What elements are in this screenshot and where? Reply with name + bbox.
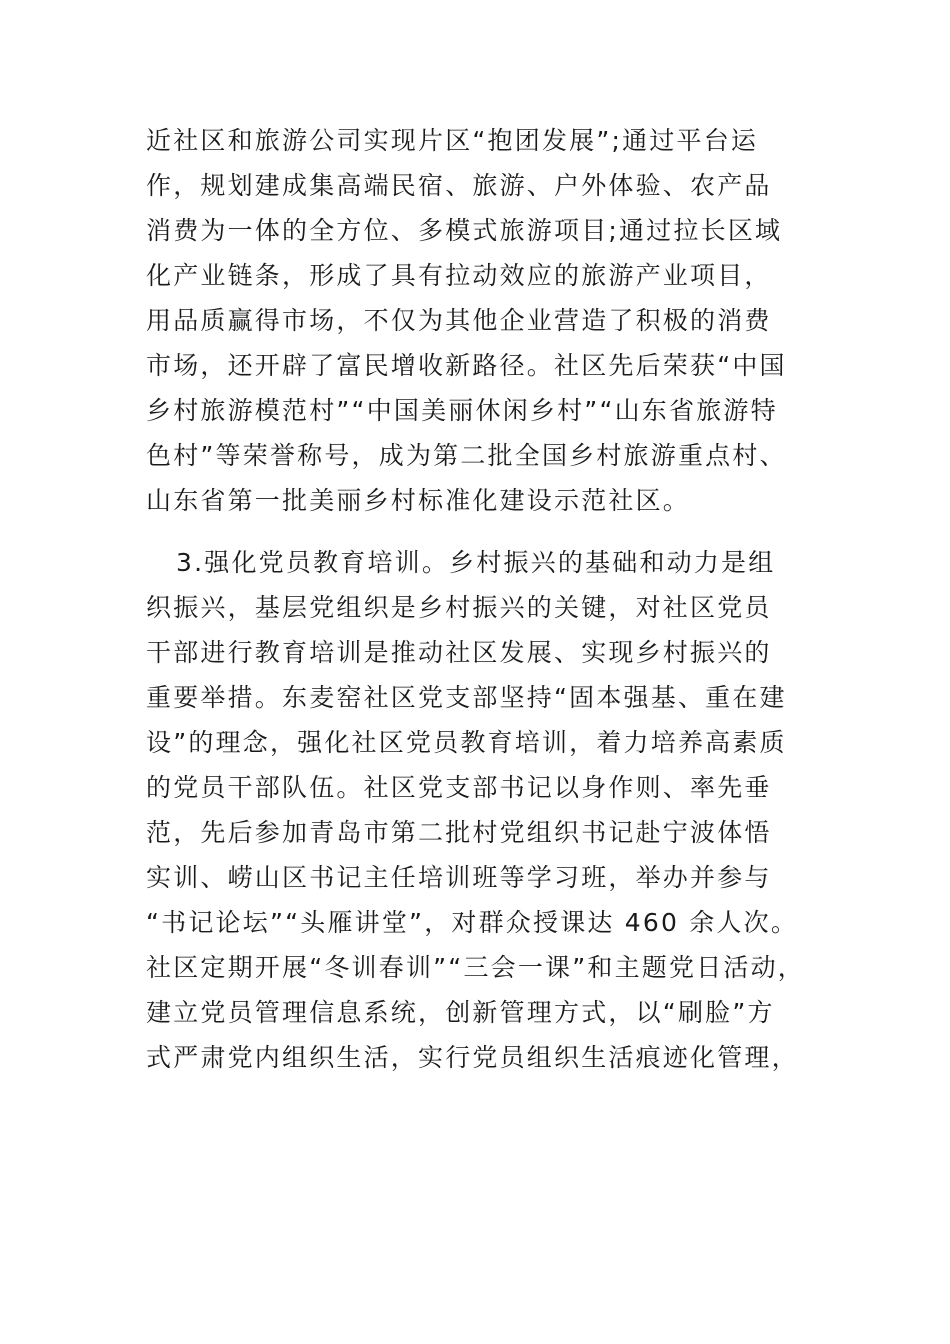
text-line: 市场，还开辟了富民增收新路径。社区先后荣获“中国 (146, 351, 787, 380)
text-line: 实训、崂山区书记主任培训班等学习班，举办并参与 (146, 863, 772, 892)
text-line: 乡村旅游模范村”“中国美丽休闲乡村”“山东省旅游特 (146, 396, 778, 425)
text-line: 范，先后参加青岛市第二批村党组织书记赴宁波体悟 (146, 818, 772, 847)
text-line: 作，规划建成集高端民宿、旅游、户外体验、农产品 (146, 171, 772, 200)
text-line: 化产业链条，形成了具有拉动效应的旅游产业项目， (146, 261, 772, 290)
text-line: 建立党员管理信息系统，创新管理方式，以“刷脸”方 (146, 998, 775, 1027)
text-line: 山东省第一批美丽乡村标准化建设示范社区。 (146, 486, 691, 515)
text-line: 社区定期开展“冬训春训”“三会一课”和主题党日活动， (146, 953, 806, 982)
paragraph-heading-line: 3.强化党员教育培训。乡村振兴的基础和动力是组 (176, 548, 776, 577)
text-line: 近社区和旅游公司实现片区“抱团发展”;通过平台运 (146, 126, 759, 155)
paragraph-1 (146, 118, 826, 523)
paragraph-2 (146, 540, 826, 1080)
text-line: 干部进行教育培训是推动社区发展、实现乡村振兴的 (146, 638, 772, 667)
text-line: 消费为一体的全方位、多模式旅游项目;通过拉长区域 (146, 216, 783, 245)
text-line: 的党员干部队伍。社区党支部书记以身作则、率先垂 (146, 773, 772, 802)
text-line: 设”的理念，强化社区党员教育培训，着力培养高素质 (146, 728, 787, 757)
text-line: “书记论坛”“头雁讲堂”，对群众授课达 460 余人次。 (146, 908, 799, 937)
text-line: 用品质赢得市场，不仅为其他企业营造了积极的消费 (146, 306, 772, 335)
text-line: 色村”等荣誉称号，成为第二批全国乡村旅游重点村、 (146, 441, 787, 470)
text-line: 重要举措。东麦窑社区党支部坚持“固本强基、重在建 (146, 683, 787, 712)
text-line: 织振兴，基层党组织是乡村振兴的关键，对社区党员 (146, 593, 772, 622)
text-line: 式严肃党内组织生活，实行党员组织生活痕迹化管理， (146, 1043, 799, 1072)
